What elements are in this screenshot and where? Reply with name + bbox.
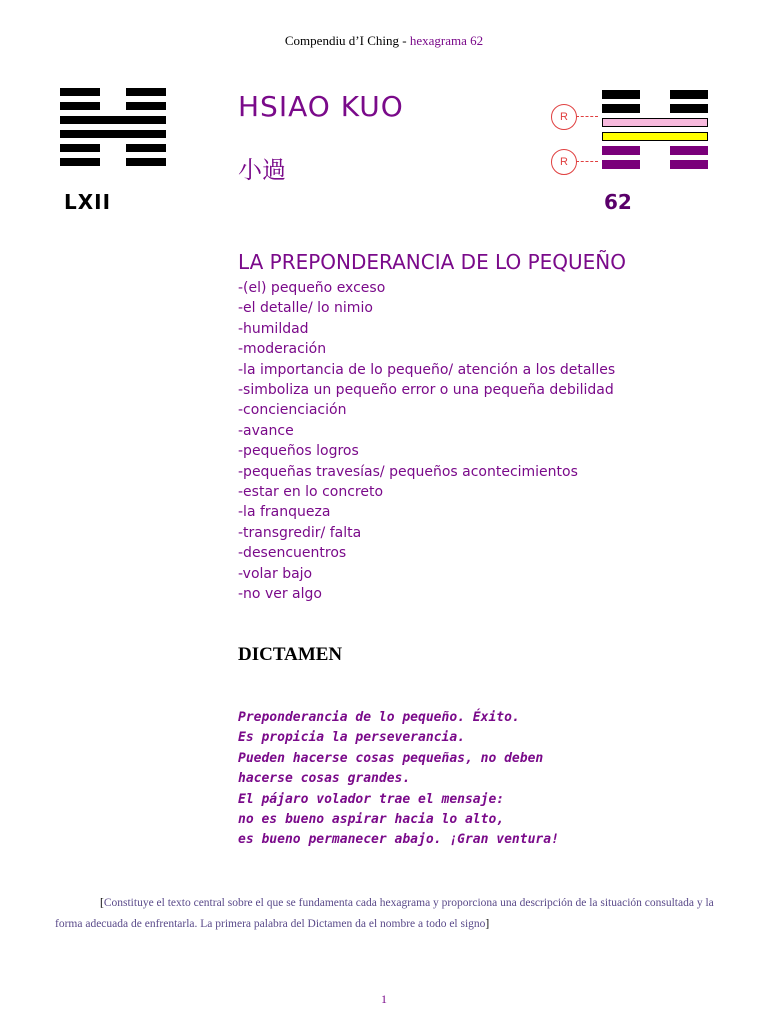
meaning-item: -(el) pequeño exceso [238,280,386,296]
hexagram-line-solid [60,116,166,124]
dictamen-line: Preponderancia de lo pequeño. Éxito. [238,710,520,725]
dictamen-line: es bueno permanecer abajo. ¡Gran ventura! [238,832,559,848]
note-close-bracket: ] [485,918,490,930]
dictamen-line: Pueden hacerse cosas pequeñas, no deben [238,750,544,766]
meaning-item: -avance [238,422,294,439]
dictamen-line: Es propicia la perseverancia. [238,730,465,746]
r-marker-top-arrow [576,116,598,117]
chinese-characters: 小過 [238,156,286,184]
hexagram-subtitle: LA PREPONDERANCIA DE LO PEQUEÑO [238,250,627,274]
hexagram-line-broken [60,88,166,96]
meaning-item: -no ver algo [238,586,322,603]
hexagram-black [60,88,166,172]
meaning-item: -la importancia de lo pequeño/ atención a los detalles [238,361,616,378]
meanings-list [238,278,615,605]
meaning-item: -moderación [238,341,327,358]
hexagram-line-broken [60,158,166,166]
hexagram-line-broken [60,144,166,152]
meaning-item: -desencuentros [238,545,347,562]
page-header [0,33,768,49]
meaning-item: -humildad [238,320,309,337]
dictamen-line: no es bueno aspirar hacia lo alto, [238,812,505,828]
meaning-item: -transgredir/ falta [238,524,362,541]
header-hexagram-link[interactable]: hexagrama 62 [409,33,484,48]
meaning-item: -la franqueza [238,504,331,521]
page-number: 1 [381,992,387,1006]
meaning-item: -el detalle/ lo nimio [238,300,373,317]
hexagram-colored [602,90,708,174]
note-text: Constituye el texto central sobre el que se fundamenta cada hexagrama y proporciona una descripción de la situación consultada y la forma adecuada de enfrentarla. La primera palabra del Dictamen da el nombre a todo el signo [55,897,714,930]
note-open-bracket: [ [100,897,104,909]
dictamen-text [238,708,559,851]
meaning-item: -volar bajo [238,565,313,582]
dictamen-line: El pájaro volador trae el mensaje: [238,791,505,807]
meaning-item: -pequeños logros [238,443,359,460]
hexagram-line-broken [602,90,708,99]
hexagram-line-broken [602,160,708,169]
hexagram-line-solid [602,132,708,141]
hexagram-title: HSIAO KUO [238,90,404,123]
meaning-item: -estar en lo concreto [238,484,384,501]
r-marker-bottom-arrow [576,161,598,162]
hexagram-line-broken [602,104,708,113]
hexagram-line-solid [60,130,166,138]
r-marker-bottom: R [551,149,577,175]
hexagram-line-solid [602,118,708,127]
dictamen-line: hacerse cosas grandes. [238,771,411,787]
meaning-item: -pequeñas travesías/ pequeños acontecimientos [238,463,578,480]
hexagram-number: 62 [604,190,632,214]
roman-numeral: LXII [64,190,112,214]
r-marker-top: R [551,104,577,130]
meaning-item: -concienciación [238,402,347,419]
meaning-item: -simboliza un pequeño error o una pequeña debilidad [238,382,614,399]
dictamen-note [55,893,720,935]
header-prefix: Compendiu d’I Ching - [284,33,410,48]
hexagram-line-broken [602,146,708,155]
hexagram-line-broken [60,102,166,110]
dictamen-heading: DICTAMEN [238,644,343,665]
